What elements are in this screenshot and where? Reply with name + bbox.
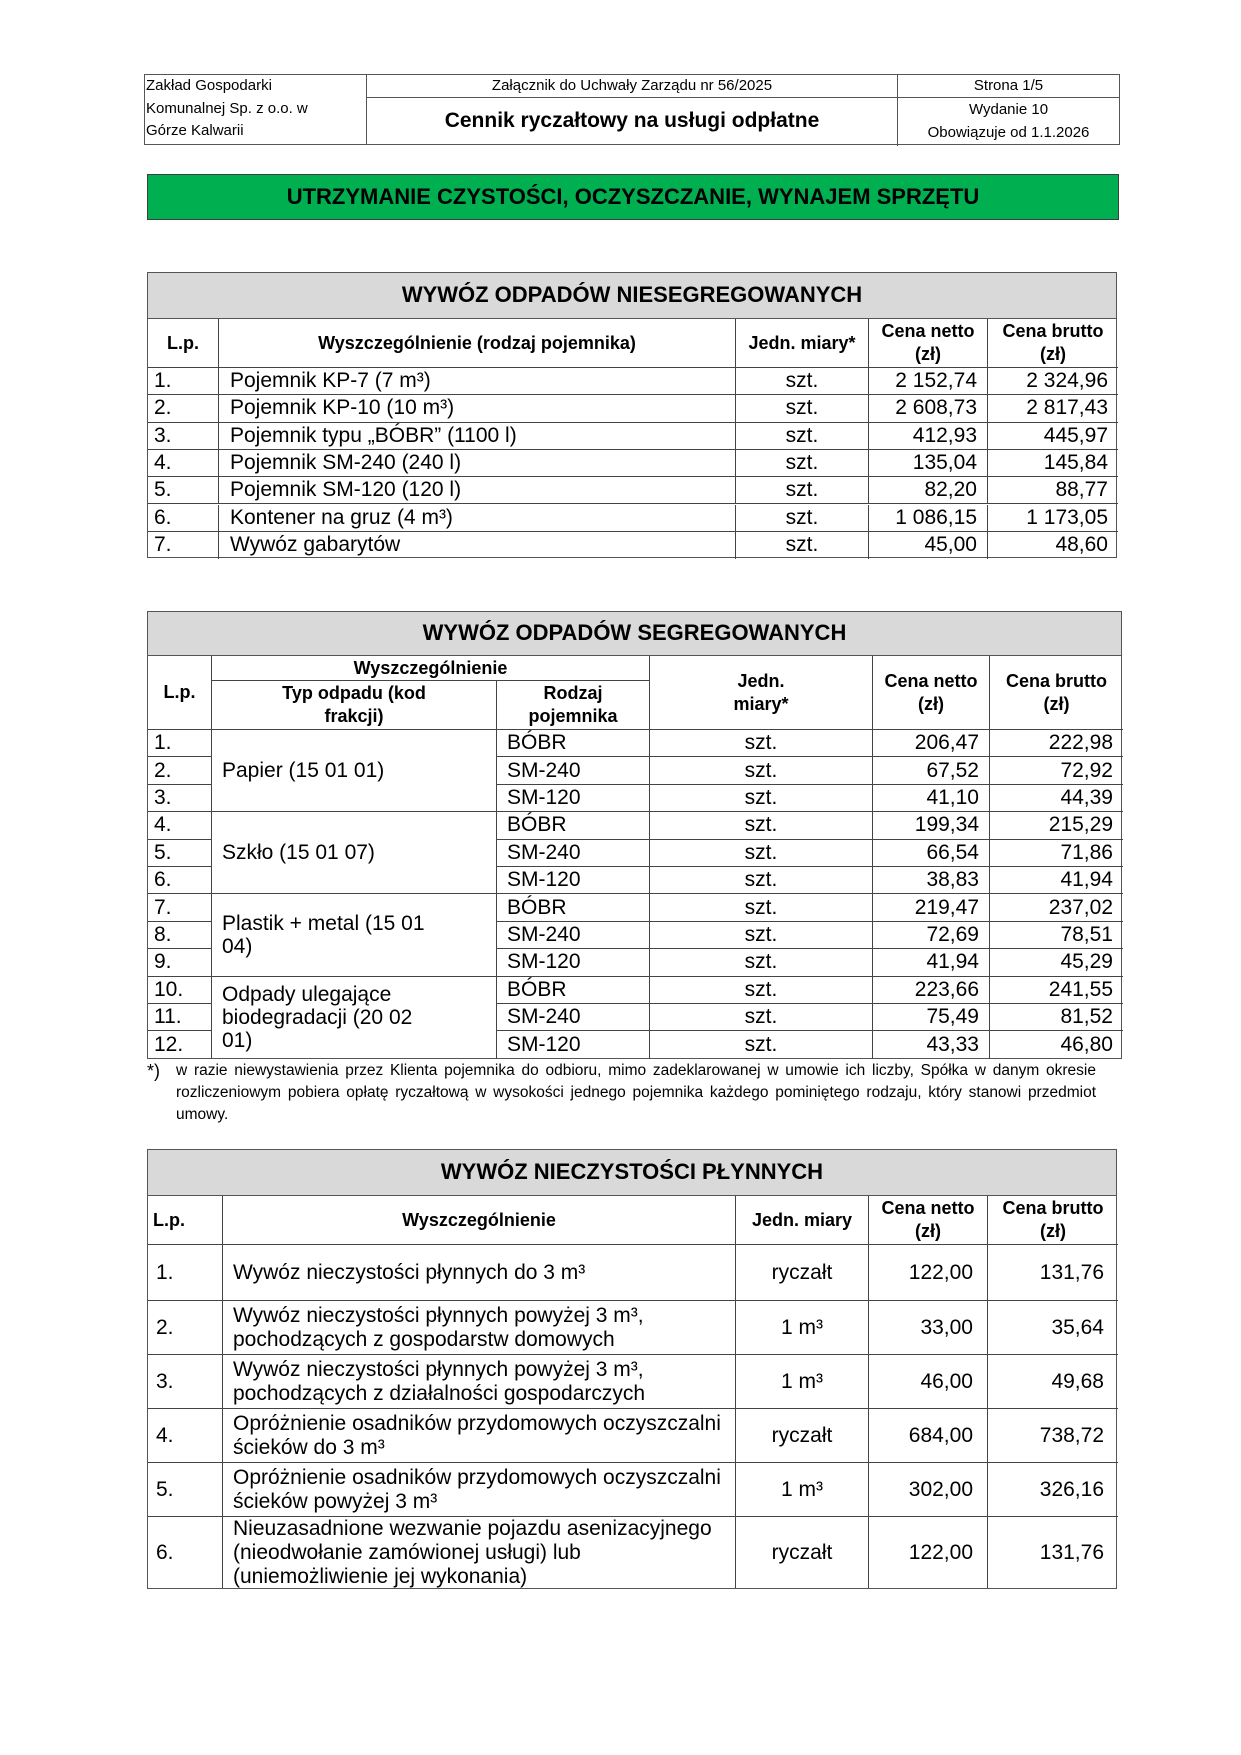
cell-container: SM-240 — [497, 840, 650, 867]
page-number: Strona 1/5 — [898, 75, 1119, 98]
table-unsegregated-waste — [147, 272, 1117, 558]
cell-unit: szt. — [650, 812, 873, 839]
row-number: 8. — [148, 922, 212, 949]
cell-gross: 71,86 — [990, 840, 1123, 867]
row-number: 3. — [148, 785, 212, 812]
table-title: WYWÓZ NIECZYSTOŚCI PŁYNNYCH — [148, 1150, 1116, 1196]
column-header-lp: L.p. — [148, 656, 212, 730]
cell-unit: ryczałt — [736, 1517, 869, 1588]
cell-gross: 88,77 — [988, 477, 1118, 504]
cell-unit: ryczałt — [736, 1245, 869, 1301]
column-header-type: Typ odpadu (kod frakcji) — [212, 681, 497, 730]
company-line-3: Górze Kalwarii — [146, 122, 244, 139]
cell-net: 33,00 — [869, 1301, 988, 1355]
cell-gross: 445,97 — [988, 423, 1118, 450]
cell-gross: 131,76 — [1039, 1540, 1104, 1564]
cell-net: 75,49 — [873, 1004, 990, 1031]
cell-net: 1 086,15 — [869, 505, 988, 532]
cell-gross: 2 324,96 — [988, 368, 1118, 395]
row-number: 11. — [148, 1004, 212, 1031]
column-header-net: Cena netto (zł) — [873, 656, 990, 730]
cell-waste-type: Papier (15 01 01) — [212, 730, 497, 812]
cell-unit: szt. — [650, 922, 873, 949]
footnote-text: w razie niewystawienia przez Klienta pojemnika do odbioru, mimo zadeklarowanej w umowie ich liczby, Spółka w danym okresie rozliczeniowym pobiera opłatę ryczałtową w wysokości jednego pojemnika każdego pominiętego rodzaju, który stanowi przedmiot umowy. — [176, 1062, 1096, 1123]
cell-unit: szt. — [736, 423, 869, 450]
company-line-2: Komunalnej Sp. z o.o. w — [146, 99, 308, 117]
table-segregated-waste — [147, 611, 1122, 1059]
cell-unit: szt. — [650, 949, 873, 976]
cell-net: 45,00 — [869, 532, 988, 559]
document-title: Cennik ryczałtowy na usługi odpłatne — [367, 98, 898, 146]
cell-desc: Pojemnik typu „BÓBR” (1100 l) — [219, 423, 736, 450]
cell-unit: szt. — [650, 977, 873, 1004]
cell-unit: szt. — [736, 532, 869, 559]
cell-container: BÓBR — [497, 894, 650, 921]
cell-desc: Pojemnik SM-240 (240 l) — [219, 450, 736, 477]
cell-unit: szt. — [650, 1004, 873, 1031]
cell-desc: Pojemnik SM-120 (120 l) — [219, 477, 736, 504]
cell-gross: 45,29 — [990, 949, 1123, 976]
cell-unit: szt. — [650, 867, 873, 894]
cell-gross: 222,98 — [990, 730, 1123, 757]
cell-waste-type: Szkło (15 01 07) — [212, 812, 497, 894]
cell-net: 199,34 — [873, 812, 990, 839]
cell-unit: szt. — [736, 395, 869, 422]
column-header-desc: Wyszczególnienie — [223, 1196, 736, 1245]
cell-unit: szt. — [650, 894, 873, 921]
cell-net: 2 608,73 — [869, 395, 988, 422]
cell-unit: ryczałt — [736, 1409, 869, 1463]
cell-container: SM-120 — [497, 785, 650, 812]
cell-net: 302,00 — [869, 1463, 988, 1517]
table-liquid-waste — [147, 1149, 1117, 1589]
row-number: 7. — [148, 532, 219, 559]
cell-unit: szt. — [650, 730, 873, 757]
cell-desc: Pojemnik KP-10 (10 m³) — [219, 395, 736, 422]
row-number: 3. — [148, 1355, 223, 1409]
cell-unit: szt. — [650, 757, 873, 784]
cell-gross: 41,94 — [990, 867, 1123, 894]
section-banner: UTRZYMANIE CZYSTOŚCI, OCZYSZCZANIE, WYNAJEM SPRZĘTU — [147, 174, 1119, 220]
column-header-gross: Cena brutto (zł) — [988, 319, 1118, 368]
row-number: 10. — [148, 977, 212, 1004]
cell-gross: 44,39 — [990, 785, 1123, 812]
cell-container: BÓBR — [497, 730, 650, 757]
document-header — [144, 74, 1120, 145]
cell-unit: 1 m³ — [736, 1355, 869, 1409]
cell-desc: Wywóz gabarytów — [219, 532, 736, 559]
cell-container: BÓBR — [497, 812, 650, 839]
cell-gross: 215,29 — [990, 812, 1123, 839]
cell-container: SM-240 — [497, 1004, 650, 1031]
row-number: 2. — [148, 757, 212, 784]
cell-gross: 145,84 — [988, 450, 1118, 477]
column-header-container: Rodzaj pojemnika — [497, 681, 650, 730]
row-number: 12. — [148, 1031, 212, 1058]
cell-gross: 131,76 — [988, 1245, 1118, 1301]
row-number: 1. — [148, 368, 219, 395]
cell-gross: 46,80 — [1060, 1033, 1113, 1057]
cell-desc: Opróżnienie osadników przydomowych oczyszczalni ścieków powyżej 3 m³ — [223, 1463, 736, 1517]
cell-desc: Nieuzasadnione wezwanie pojazdu asenizacyjnego (nieodwołanie zamówionej usługi) lub (uniemożliwienie jej wykonania) — [223, 1517, 736, 1588]
cell-net: 2 152,74 — [869, 368, 988, 395]
cell-desc: Kontener na gruz (4 m³) — [219, 505, 736, 532]
table-title: WYWÓZ ODPADÓW SEGREGOWANYCH — [148, 612, 1121, 656]
cell-waste-type: Plastik + metal (15 01 04) — [212, 894, 497, 976]
row-number: 5. — [148, 477, 219, 504]
cell-desc: Wywóz nieczystości płynnych powyżej 3 m³, pochodzących z działalności gospodarczych — [223, 1355, 736, 1409]
cell-net: 82,20 — [869, 477, 988, 504]
row-number: 6. — [148, 1517, 223, 1588]
cell-container: BÓBR — [497, 977, 650, 1004]
column-header-unit: Jedn. miary* — [736, 319, 869, 368]
column-header-net: Cena netto (zł) — [869, 319, 988, 368]
row-number: 4. — [148, 450, 219, 477]
cell-gross: 49,68 — [988, 1355, 1118, 1409]
row-number: 5. — [148, 840, 212, 867]
cell-gross: 237,02 — [990, 894, 1123, 921]
cell-container: SM-120 — [497, 1031, 650, 1058]
cell-unit: szt. — [736, 450, 869, 477]
cell-container: SM-120 — [497, 867, 650, 894]
edition-info — [898, 98, 1119, 146]
cell-net: 38,83 — [873, 867, 990, 894]
cell-unit: szt. — [736, 505, 869, 532]
cell-net: 41,10 — [873, 785, 990, 812]
column-header-unit: Jedn. miary* — [650, 656, 873, 730]
cell-gross: 2 817,43 — [988, 395, 1118, 422]
cell-unit: szt. — [650, 785, 873, 812]
cell-gross: 1 173,05 — [988, 505, 1118, 532]
cell-net: 72,69 — [873, 922, 990, 949]
cell-desc: Pojemnik KP-7 (7 m³) — [219, 368, 736, 395]
cell-net: 684,00 — [869, 1409, 988, 1463]
effective-date: Obowiązuje od 1.1.2026 — [927, 123, 1090, 141]
row-number: 3. — [148, 423, 219, 450]
cell-gross: 326,16 — [988, 1463, 1118, 1517]
cell-unit: 1 m³ — [736, 1463, 869, 1517]
row-number: 5. — [148, 1463, 223, 1517]
cell-net: 223,66 — [873, 977, 990, 1004]
row-number: 7. — [148, 894, 212, 921]
table-title: WYWÓZ ODPADÓW NIESEGREGOWANYCH — [148, 273, 1116, 319]
column-header-lp: L.p. — [148, 1196, 223, 1245]
cell-unit: szt. — [736, 477, 869, 504]
row-number: 2. — [148, 395, 219, 422]
column-header-unit: Jedn. miary — [736, 1196, 869, 1245]
attachment-note: Załącznik do Uchwały Zarządu nr 56/2025 — [367, 75, 898, 98]
row-number: 4. — [148, 812, 212, 839]
cell-net: 412,93 — [869, 423, 988, 450]
cell-gross: 48,60 — [1055, 533, 1108, 557]
cell-container: SM-240 — [497, 757, 650, 784]
cell-unit: szt. — [736, 368, 869, 395]
column-header-lp: L.p. — [148, 319, 219, 368]
edition-number: Wydanie 10 — [968, 101, 1049, 118]
cell-desc: Wywóz nieczystości płynnych powyżej 3 m³, pochodzących z gospodarstw domowych — [223, 1301, 736, 1355]
row-number: 6. — [148, 867, 212, 894]
cell-gross: 78,51 — [990, 922, 1123, 949]
cell-net: 46,00 — [869, 1355, 988, 1409]
cell-net: 66,54 — [873, 840, 990, 867]
cell-gross: 72,92 — [990, 757, 1123, 784]
cell-desc: Opróżnienie osadników przydomowych oczyszczalni ścieków do 3 m³ — [223, 1409, 736, 1463]
cell-gross: 241,55 — [990, 977, 1123, 1004]
cell-gross: 35,64 — [988, 1301, 1118, 1355]
column-header-gross: Cena brutto (zł) — [988, 1196, 1118, 1245]
cell-net: 219,47 — [873, 894, 990, 921]
row-number: 1. — [148, 1245, 223, 1301]
cell-net: 122,00 — [869, 1517, 988, 1588]
cell-net: 206,47 — [873, 730, 990, 757]
cell-desc: Wywóz nieczystości płynnych do 3 m³ — [223, 1245, 736, 1301]
cell-container: SM-240 — [497, 922, 650, 949]
row-number: 4. — [148, 1409, 223, 1463]
column-header-gross: Cena brutto (zł) — [990, 656, 1123, 730]
cell-unit: 1 m³ — [736, 1301, 869, 1355]
column-header-desc: Wyszczególnienie — [212, 656, 650, 681]
cell-net: 135,04 — [869, 450, 988, 477]
cell-unit: szt. — [650, 1031, 873, 1058]
row-number: 6. — [148, 505, 219, 532]
cell-gross: 81,52 — [990, 1004, 1123, 1031]
cell-container: SM-120 — [497, 949, 650, 976]
cell-waste-type: Odpady ulegające biodegradacji (20 02 01) — [212, 977, 497, 1059]
footnote-marker: *) — [147, 1061, 160, 1081]
column-header-net: Cena netto (zł) — [869, 1196, 988, 1245]
row-number: 9. — [148, 949, 212, 976]
cell-net: 41,94 — [873, 949, 990, 976]
cell-unit: szt. — [650, 840, 873, 867]
cell-net: 43,33 — [873, 1031, 990, 1058]
row-number: 1. — [148, 730, 212, 757]
cell-net: 67,52 — [873, 757, 990, 784]
cell-gross: 738,72 — [988, 1409, 1118, 1463]
cell-net: 122,00 — [869, 1245, 988, 1301]
company-line-1: Zakład Gospodarki — [146, 77, 272, 94]
column-header-desc: Wyszczególnienie (rodzaj pojemnika) — [219, 319, 736, 368]
company-name — [145, 75, 367, 144]
row-number: 2. — [148, 1301, 223, 1355]
